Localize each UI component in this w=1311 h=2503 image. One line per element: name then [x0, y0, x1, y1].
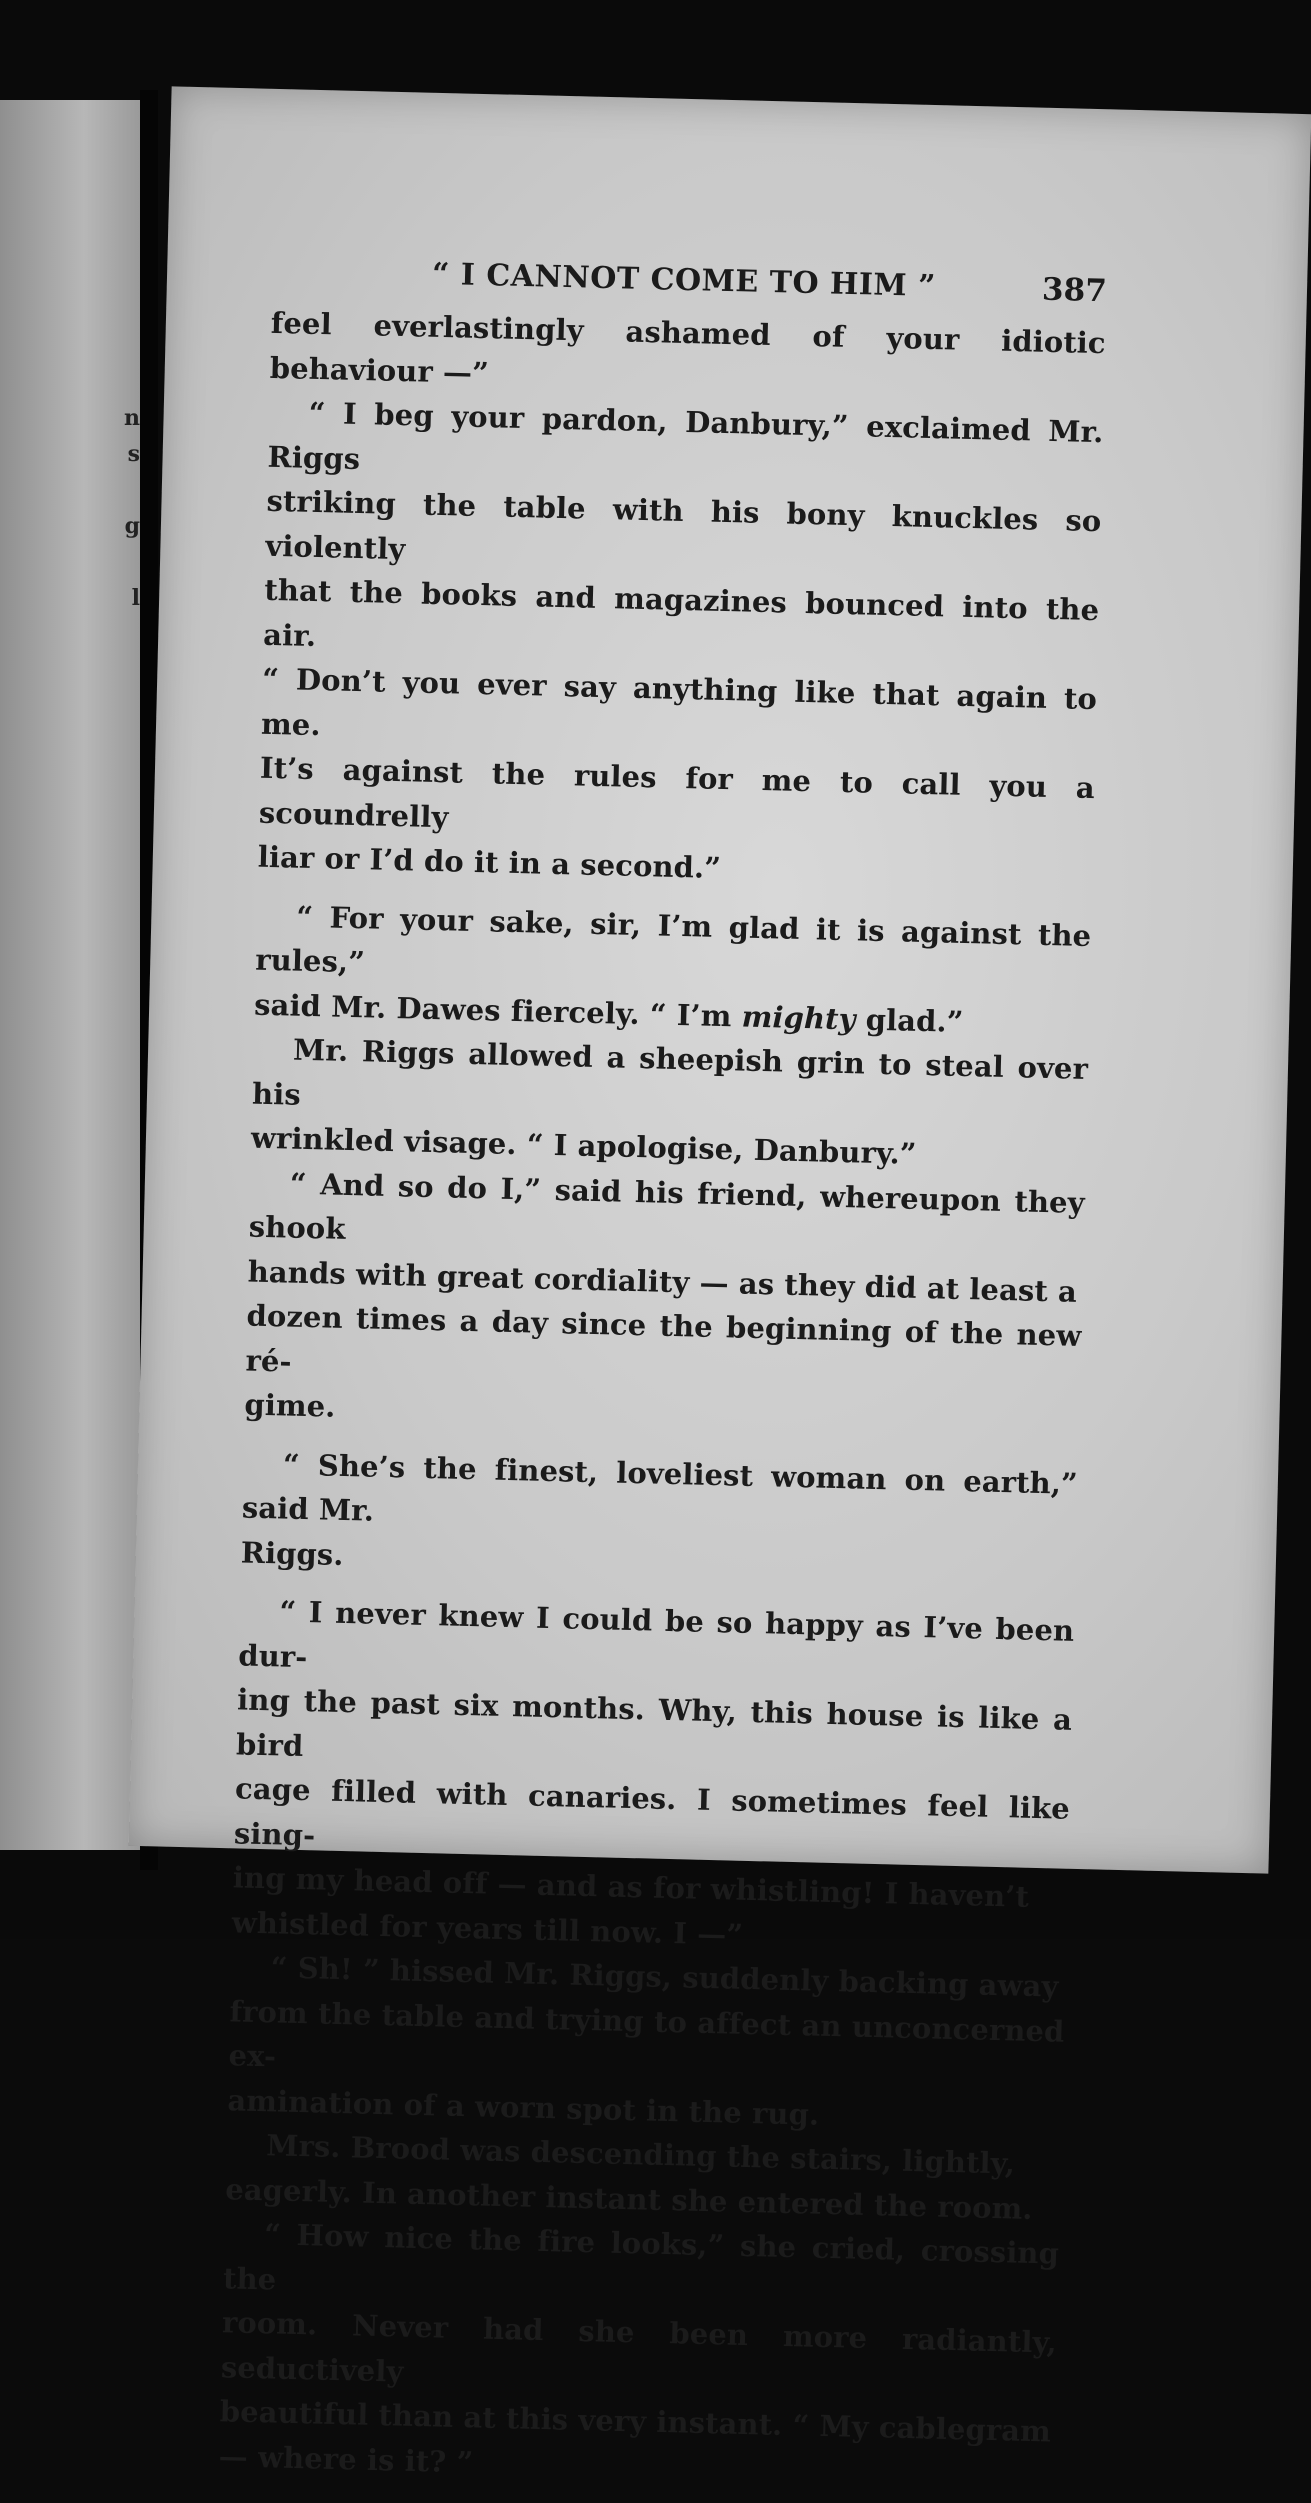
text-line: said Mr. Dawes fiercely. “ I’m mighty glad.”	[253, 987, 964, 1039]
page-number: 387	[1041, 271, 1108, 310]
previous-page-edge-letters	[120, 400, 140, 616]
running-head-title: “ I CANNOT COME TO HIM ”	[431, 256, 937, 305]
text-line: that the books and magazines bounced into the air.	[262, 572, 1100, 653]
text-line: striking the table with his bony knuckles so violently	[265, 483, 1102, 566]
edge-letter: n	[124, 405, 140, 431]
text-line: beautiful than at this very instant. “ My cablegram	[219, 2394, 1052, 2449]
text-line: “ Don’t you ever say anything like that again to me.	[260, 661, 1098, 742]
text-line: Mr. Riggs allowed a sheepish grin to steal over his	[251, 1032, 1089, 1112]
text-line: wrinkled visage. “ I apologise, Danbury.”	[250, 1120, 917, 1171]
text-line: “ She’s the finest, loveliest woman on earth,” said Mr.	[241, 1446, 1079, 1528]
paragraph	[240, 1441, 1078, 1595]
paragraph	[218, 2211, 1059, 2498]
text-line: amination of a worn spot in the rug.	[227, 2082, 820, 2132]
paragraph	[257, 390, 1104, 900]
text-line: Riggs.	[240, 1534, 344, 1572]
previous-page-fragment	[0, 100, 140, 1850]
text-line: hands with great cordiality — as they did at least a	[247, 1254, 1078, 1309]
page-text-block	[218, 249, 1107, 2499]
text-line: Mrs. Brood was descending the stairs, lightly,	[265, 2128, 1016, 2181]
edge-letter	[120, 544, 140, 580]
text-line: “ I never knew I could be so happy as I’ve been dur-	[237, 1594, 1075, 1674]
edge-letter: l	[131, 585, 140, 611]
text-line: gime.	[244, 1387, 336, 1424]
text-line: “ For your sake, sir, I’m glad it is against the rules,”	[254, 899, 1092, 980]
text-line: ing the past six months. Why, this house is like a bird	[235, 1682, 1073, 1763]
paragraph	[227, 1944, 1066, 2142]
paragraph	[250, 1027, 1088, 1181]
text-line: ing my head off — and as for whistling! I haven’t	[232, 1860, 1030, 1914]
text-line: whistled for years till now. I —”	[231, 1904, 744, 1952]
paragraph	[244, 1160, 1085, 1447]
text-line: It’s against the rules for me to call you a scoundrelly	[258, 750, 1096, 834]
text-line: room. Never had she been more radiantly, seductively	[220, 2305, 1058, 2389]
edge-letter: s	[127, 441, 140, 467]
paragraph	[231, 1588, 1074, 1964]
text-line: — where is it? ”	[218, 2438, 474, 2479]
text-line: “ How nice the fire looks,” she cried, crossing the	[222, 2217, 1060, 2297]
text-line: cage filled with canaries. I sometimes feel like sing-	[233, 1771, 1071, 1852]
text-line: feel everlastingly ashamed of your idiotic behaviour —”	[269, 305, 1107, 390]
text-line: dozen times a day since the beginning of the new ré-	[245, 1298, 1082, 1379]
text-line: from the table and trying to affect an unconcerned ex-	[228, 1993, 1065, 2074]
book-page	[129, 86, 1311, 2479]
paragraph	[254, 893, 1092, 1047]
edge-letter	[120, 472, 140, 508]
body-text	[218, 301, 1106, 2499]
text-line: eagerly. In another instant she entered the room.	[224, 2171, 1034, 2226]
text-line: liar or I’d do it in a second.”	[257, 839, 722, 885]
text-line: “ Sh! ” hissed Mr. Riggs, suddenly backing away	[270, 1950, 1059, 2004]
edge-letter: g	[124, 513, 140, 539]
text-line: “ I beg your pardon, Danbury,” exclaimed Mr. Riggs	[267, 395, 1104, 476]
text-line: “ And so do I,” said his friend, whereupon they shook	[248, 1166, 1086, 1246]
